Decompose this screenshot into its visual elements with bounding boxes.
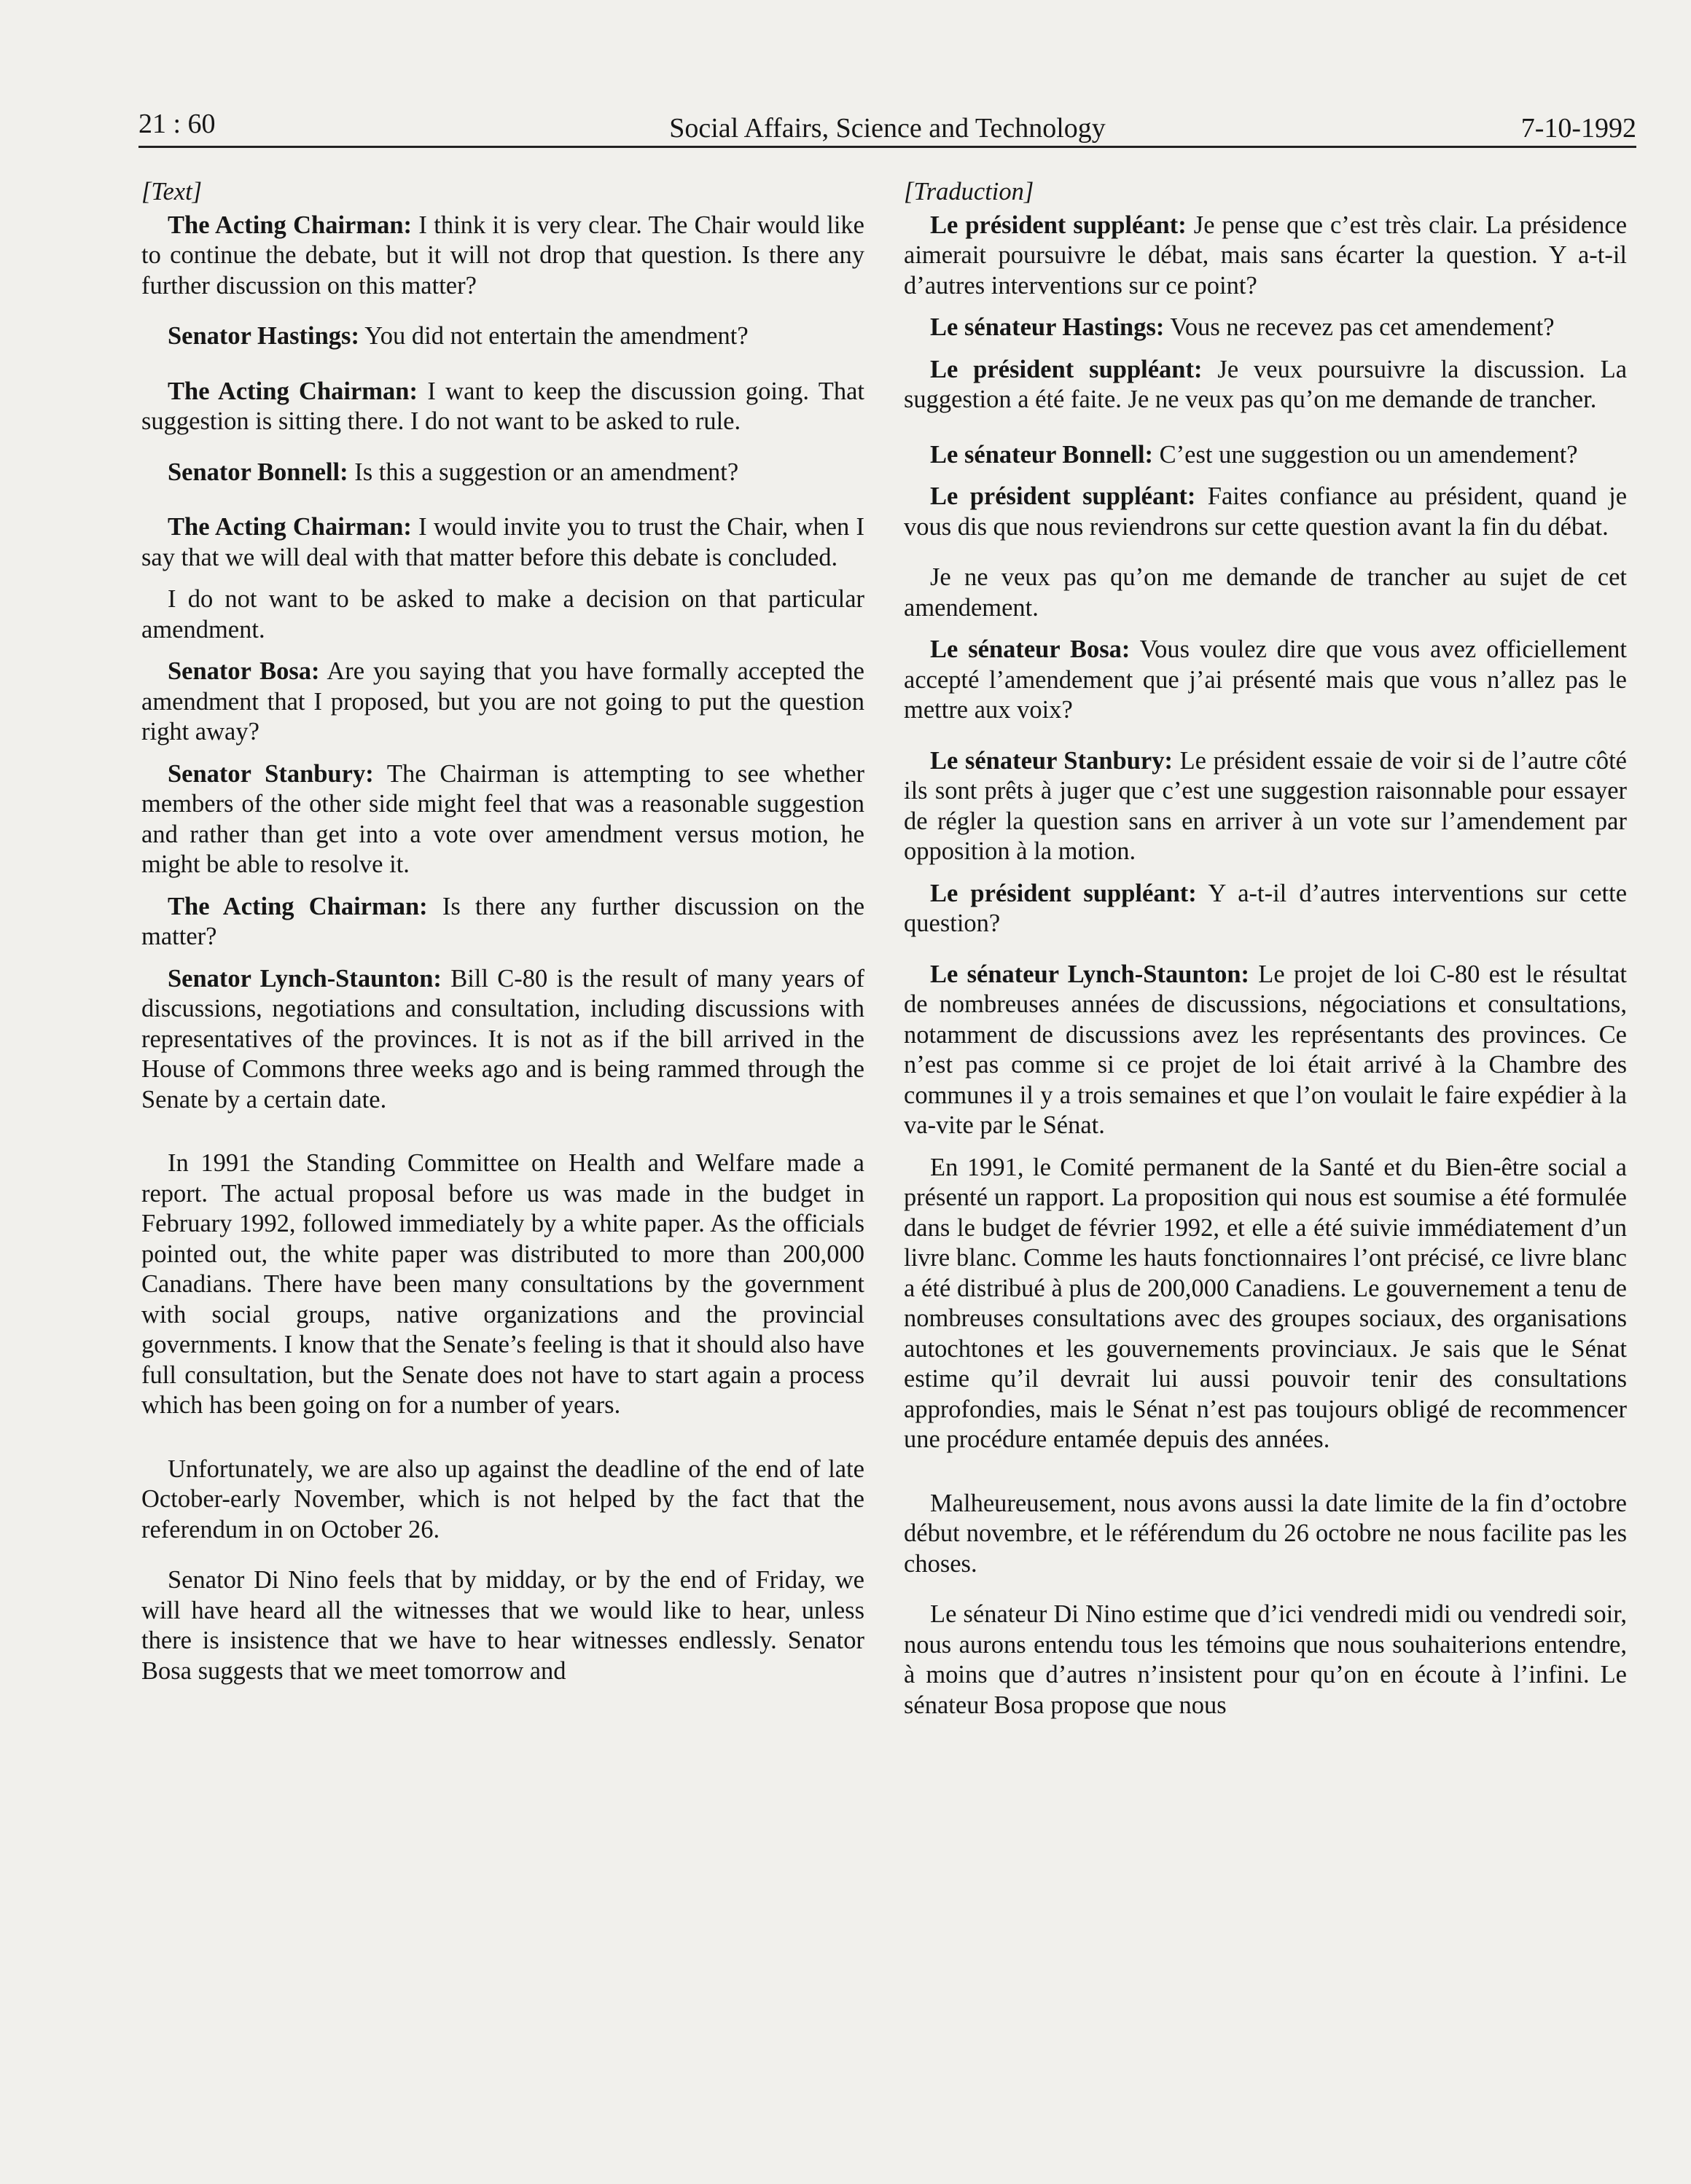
paragraph-text: Je veux poursuivre la discussion. La suggestion a été faite. Je ne veux pas qu’on me demande de trancher. bbox=[904, 355, 1628, 413]
paragraph-text: En 1991, le Comité permanent de la Santé et du Bien-être social a présenté un rapport. La proposition qui nous est soumise a été formulée dans le budget de février 1992, et elle a été suivie immédiatement d’un livre blanc. Comme les hauts fonctionnaires l’ont précisé, ce livre blanc a été distribué à plus de 200,000 Canadiens. Le gouvernement a tenu de nombreuses consultations avec des groupes sociaux, des organisations autochtones et les gouvernements provinciaux. Je sais que le Sénat estime qu’il devrait lui aussi pouvoir tenir des consultations approfondies, mais le Sénat n’est pas toujours obligé de recommencer une procédure entamée depuis des années. bbox=[904, 1153, 1627, 1453]
paragraph bbox=[904, 313, 1627, 343]
paragraph bbox=[141, 892, 864, 952]
speaker-name: Senator Stanbury: bbox=[168, 759, 374, 788]
paragraph bbox=[904, 879, 1627, 939]
paragraph-text: In 1991 the Standing Committee on Health and Welfare made a report. The actual proposal before us was made in the budget in February 1992, followed immediately by a white paper. As the officials pointed out, the white paper was distributed to more than 200,000 Canadians. There have been many consultations by the government with social groups, native organizations and the provincial governments. I know that the Senate’s feeling is that it should also have full consultation, but the Senate does not have to start again a process which has been going on for a number of years. bbox=[141, 1149, 864, 1419]
column-label: [Traduction] bbox=[904, 178, 1034, 206]
paragraph-text: Bill C-80 is the result of many years of discussions, negotiations and consultation, including discussions with representatives of the provinces. It is not as if the bill arrived in the House of Commons three weeks ago and is being rammed through the Senate by a certain date. bbox=[141, 964, 864, 1113]
running-title: Social Affairs, Science and Technology bbox=[669, 113, 1106, 144]
paragraph bbox=[904, 635, 1627, 726]
paragraph-text: I think it is very clear. The Chair would like to continue the debate, but it will not drop that question. Is there any further discussion on this matter? bbox=[141, 211, 864, 300]
paragraph bbox=[904, 211, 1627, 302]
english-column bbox=[141, 177, 864, 1686]
paragraph-text: Le sénateur Di Nino estime que d’ici vendredi midi ou vendredi soir, nous aurons entendu tous les témoins que nous souhaiterions entendre, à moins que d’autres n’insistent pour qu’on en écoute à l’infini. Le sénateur Bosa propose que nous bbox=[904, 1600, 1627, 1719]
paragraph bbox=[141, 512, 864, 573]
speaker-name: The Acting Chairman: bbox=[168, 211, 413, 239]
paragraph bbox=[904, 1153, 1627, 1455]
paragraph bbox=[904, 563, 1627, 623]
column-label: [Text] bbox=[141, 178, 203, 206]
paragraph bbox=[904, 1489, 1627, 1580]
speaker-name: The Acting Chairman: bbox=[168, 513, 412, 541]
paragraph-text: Je ne veux pas qu’on me demande de trancher au sujet de cet amendement. bbox=[904, 563, 1627, 622]
speaker-name: Le sénateur Lynch-Staunton: bbox=[930, 960, 1250, 988]
paragraph-text: Is this a suggestion or an amendment? bbox=[348, 458, 739, 486]
paragraph bbox=[141, 321, 864, 352]
paragraph bbox=[141, 759, 864, 880]
paragraph-text: I do not want to be asked to make a decision on that particular amendment. bbox=[141, 585, 864, 643]
paragraph bbox=[904, 1600, 1627, 1721]
paragraph bbox=[141, 458, 864, 488]
speaker-name: Senator Lynch-Staunton: bbox=[168, 964, 442, 993]
paragraph-text: Is there any further discussion on the matter? bbox=[141, 892, 865, 950]
paragraph bbox=[904, 482, 1627, 542]
speaker-name: Le sénateur Hastings: bbox=[930, 313, 1165, 341]
speaker-name: The Acting Chairman: bbox=[168, 377, 418, 405]
speaker-name: Le président suppléant: bbox=[930, 482, 1196, 510]
speaker-name: Le président suppléant: bbox=[930, 211, 1187, 239]
paragraph-text: Je pense que c’est très clair. La présidence aimerait poursuivre le débat, mais sans écarter la question. Y a-t-il d’autres interventions sur ce point? bbox=[904, 211, 1628, 300]
paragraph-text: Are you saying that you have formally accepted the amendment that I proposed, but you are not going to put the question right away? bbox=[141, 657, 864, 745]
paragraph bbox=[141, 657, 864, 748]
page-header bbox=[138, 108, 1636, 148]
paragraph-text: Le président essaie de voir si de l’autre côté ils sont prêts à juger que c’est une suggestion raisonnable pour essayer de régler la question sans en arriver à un vote sur l’amendement par opposition à la motion. bbox=[904, 746, 1627, 865]
paragraph bbox=[904, 355, 1627, 415]
paragraph bbox=[141, 1148, 864, 1421]
paragraph-text: Y a-t-il d’autres interventions sur cette question? bbox=[904, 879, 1628, 937]
speaker-name: Le président suppléant: bbox=[930, 355, 1203, 383]
paragraph-text: Senator Di Nino feels that by midday, or by the end of Friday, we will have heard all the witnesses that we would like to hear, unless there is insistence that we have to hear witnesses endlessly. Senator Bosa suggests that we meet tomorrow and bbox=[141, 1566, 864, 1685]
page-number: 21 : 60 bbox=[138, 109, 216, 139]
paragraph bbox=[904, 960, 1627, 1141]
speaker-name: Le sénateur Stanbury: bbox=[930, 746, 1173, 775]
paragraph bbox=[904, 440, 1627, 471]
paragraph-text: You did not entertain the amendment? bbox=[359, 322, 749, 350]
paragraph bbox=[141, 584, 864, 645]
speaker-name: Senator Bosa: bbox=[168, 657, 320, 685]
paragraph-text: Le projet de loi C-80 est le résultat de nombreuses années de discussions, négociations et consultations, notamment de discussions avez les représentants des provinces. Ce n’est pas comme si ce projet de loi était arrivé à la Chambre des communes il y a trois semaines et que l’on voulait le faire expédier à la va-vite par le Sénat. bbox=[904, 960, 1627, 1139]
speaker-name: Senator Hastings: bbox=[168, 322, 359, 350]
paragraph bbox=[141, 1565, 864, 1686]
paragraph bbox=[141, 377, 864, 437]
speaker-name: Senator Bonnell: bbox=[168, 458, 348, 486]
paragraph bbox=[141, 211, 864, 302]
paragraph-text: Faites confiance au président, quand je vous dis que nous reviendrons sur cette question avant la fin du débat. bbox=[904, 482, 1628, 541]
paragraph bbox=[904, 746, 1627, 867]
paragraph bbox=[141, 964, 864, 1116]
paragraph-text: I would invite you to trust the Chair, when I say that we will deal with that matter before this debate is concluded. bbox=[141, 513, 865, 571]
speaker-name: The Acting Chairman: bbox=[168, 892, 428, 920]
speaker-name: Le sénateur Bonnell: bbox=[930, 440, 1154, 469]
speaker-name: Le sénateur Bosa: bbox=[930, 635, 1130, 663]
paragraph-text: I want to keep the discussion going. That suggestion is sitting there. I do not want to be asked to rule. bbox=[141, 377, 864, 435]
paragraph-text: Vous ne recevez pas cet amendement? bbox=[1164, 313, 1555, 341]
french-column bbox=[904, 177, 1627, 1721]
paragraph-text: Vous voulez dire que vous avez officiellement accepté l’amendement que j’ai présenté mais que vous n’allez pas le mettre aux voix? bbox=[904, 635, 1627, 724]
paragraph-text: Malheureusement, nous avons aussi la date limite de la fin d’octobre début novembre, et le référendum du 26 octobre ne nous facilite pas les choses. bbox=[904, 1489, 1627, 1578]
paragraph-text: Unfortunately, we are also up against the deadline of the end of late October-early November, which is not helped by the fact that the referendum in on October 26. bbox=[141, 1455, 864, 1543]
speaker-name: Le président suppléant: bbox=[930, 879, 1197, 907]
paragraph bbox=[141, 1455, 864, 1546]
paragraph-text: C’est une suggestion ou un amendement? bbox=[1153, 440, 1578, 469]
header-date: 7-10-1992 bbox=[1520, 113, 1636, 144]
paragraph-text: The Chairman is attempting to see whether members of the other side might feel that was a reasonable suggestion and rather than get into a vote over amendment versus motion, he might be able to resolve it. bbox=[141, 759, 865, 878]
